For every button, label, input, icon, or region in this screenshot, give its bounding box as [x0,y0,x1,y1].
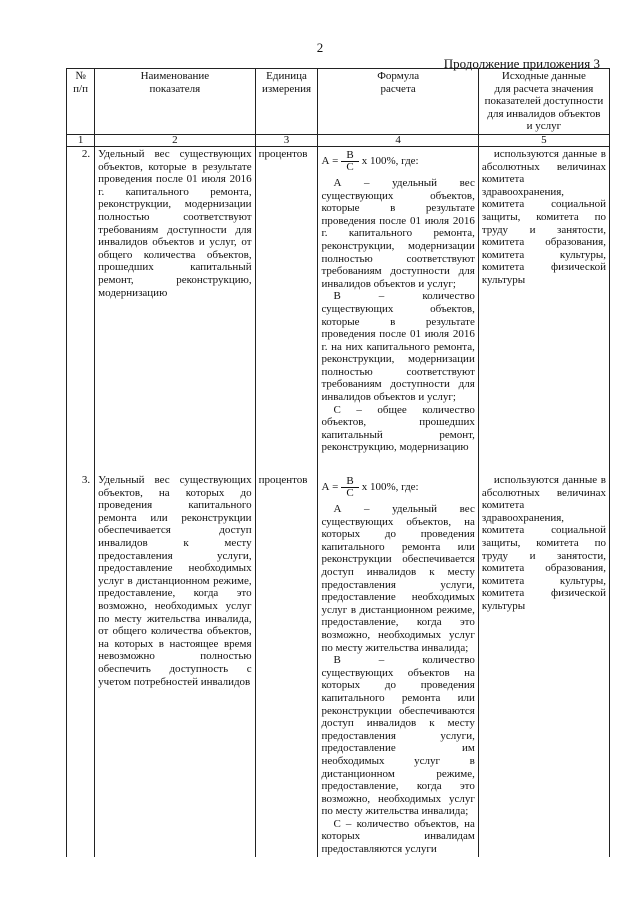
formula-lhs: А = [321,481,339,494]
formula-lhs: А = [321,155,339,168]
row-gap [67,455,610,473]
indicator-name: Удельный вес существующих объектов, на которых до проведения капитального ремонта или реконструкции обеспечивается доступ инвалидов к месту предоставления услуги, предоставление необходимых услуг в дистанционном режиме, предоставление, когда это возможно, необходимых услуг по месту жительства инвалида, от общего количества объектов, на которых в настоящее время невозможно полностью обеспечить доступность с учетом потребностей инвалидов [95,473,255,857]
fraction-denominator: С [346,160,354,173]
header-row [67,69,610,135]
definition-b: В – количество существующих объектов на которых до проведения капитального ремонта или реконструкции обеспечиваются доступ инвалидов к месту предоставления услуги, предоставление им необходимых услуг в дистанционном режиме, предоставление, когда это возможно, необходимых услуг по месту жительства инвалида; [321,654,475,818]
formula-rhs: х 100%, где: [361,155,419,168]
fraction-numerator: В [341,476,358,488]
fraction [341,476,358,499]
header-name: Наименование показателя [95,69,255,135]
source-cell: используются данные в абсолютных величинах комитета здравоохранения, комитета социальной защиты, комитета по труду и занятости, комитета образования, комитета культуры, комитета физической культуры [478,473,609,857]
col-number: 1 [67,134,95,146]
col-number: 4 [318,134,478,146]
col-number: 2 [95,134,255,146]
unit-cell: процентов [255,473,318,857]
header-formula: Формула расчета [318,69,478,135]
continuation-note: Продолжение приложения 3 [443,56,600,71]
indicators-table [66,68,610,857]
col-number: 3 [255,134,318,146]
formula-cell [318,146,478,455]
formula [321,476,474,499]
definition-c: С – количество объектов, на которых инвалидам предоставляются услуги [321,817,475,856]
fraction [341,150,358,173]
row-number: 3. [67,473,95,857]
definition-a: А – удельный вес существующих объектов, на которых до проведения капитального ремонта или реконструкции обеспечивается доступ инвалидов к месту предоставления услуги, предоставление необходимых услуг в дистанционном режиме, предоставление, когда это возможно, необходимых услуг по месту жительства инвалида; [321,503,475,654]
row-number: 2. [67,146,95,455]
formula-rhs: х 100%, где: [361,481,419,494]
table-row [67,146,610,455]
definition-a: А – удельный вес существующих объектов, которые в результате проведения после 01 июля 2016 г. капитального ремонта, реконструкции, модернизации полностью соответствуют требованиям доступности для инвалидов объектов и услуг; [321,176,475,290]
indicator-name: Удельный вес существующих объектов, которые в результате проведения после 01 июля 2016 г. капитального ремонта, реконструкции, модернизации полностью соответствуют требованиям доступности для инвалидов объектов и услуг, от общего количества объектов, прошедших капитальный ремонт, реконструкцию, модернизацию [95,146,255,455]
definition-b: В – количество существующих объектов, которые в результате проведения после 01 июля 2016 г. на них капитального ремонта, реконструкции, модернизации полностью соответствуют требованиям доступности для инвалидов объектов и услуг; [321,290,475,404]
header-num: № п/п [67,69,95,135]
fraction-denominator: С [346,487,354,500]
formula [321,150,474,173]
formula-cell [318,473,478,857]
unit-cell: процентов [255,146,318,455]
source-cell: используются данные в абсолютных величинах комитета здравоохранения, комитета социальной защиты, комитета по труду и занятости, комитета образования, комитета культуры, комитета физической культуры [478,146,609,455]
table-row [67,473,610,857]
col-number: 5 [478,134,609,146]
header-source: Исходные данные для расчета значения показателей доступности для инвалидов объектов и услуг [478,69,609,135]
fraction-numerator: В [341,150,358,162]
header-unit: Единица измерения [255,69,318,135]
definition-c: С – общее количество объектов, прошедших капитальный ремонт, реконструкцию, модернизацию [321,403,475,454]
column-number-row [67,134,610,146]
page-number: 2 [316,40,324,55]
